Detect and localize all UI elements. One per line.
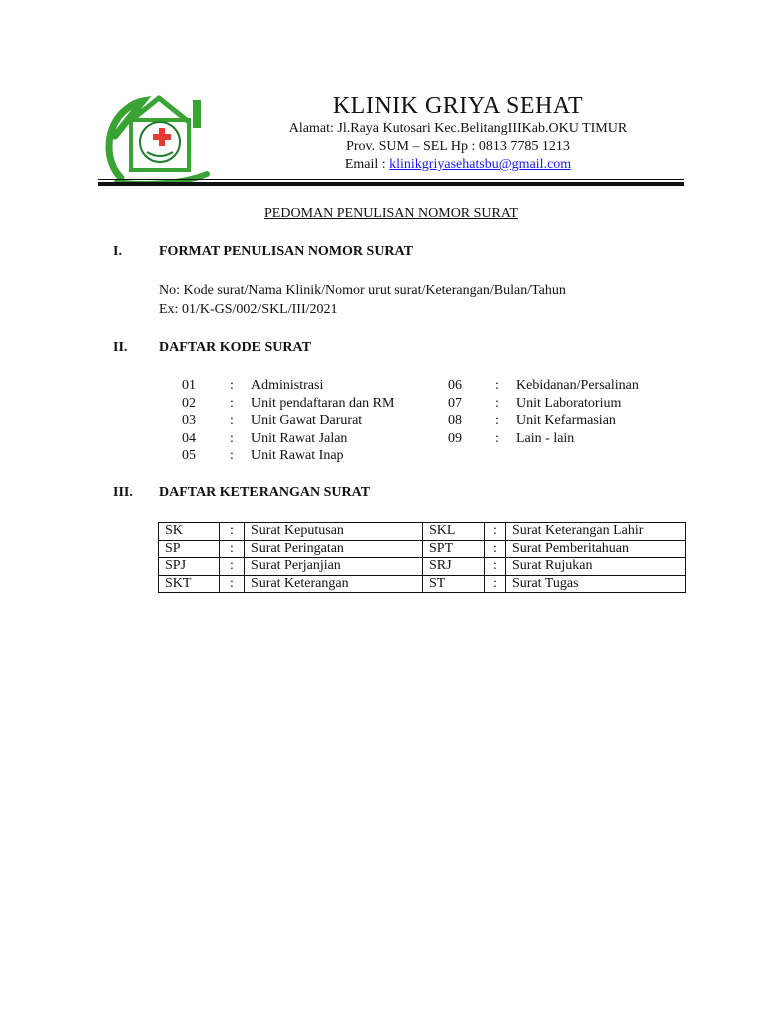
kode-code: 04: [182, 430, 196, 446]
section-3-title: DAFTAR KETERANGAN SURAT: [159, 485, 371, 500]
ket-separator: :: [485, 558, 506, 576]
ket-desc: Surat Keterangan Lahir: [506, 523, 686, 541]
format-example: Ex: 01/K-GS/002/SKL/III/2021: [159, 302, 338, 317]
section-1-number: I.: [113, 244, 122, 259]
section-2-number: II.: [113, 340, 128, 355]
ket-desc: Surat Pemberitahuan: [506, 540, 686, 558]
ket-separator: :: [485, 523, 506, 541]
table-row: [159, 523, 686, 541]
kode-name: Unit Gawat Darurat: [251, 413, 363, 428]
clinic-email-line: [258, 157, 658, 173]
kode-row: [182, 447, 422, 465]
ket-separator: :: [220, 523, 245, 541]
ket-code: ST: [423, 575, 485, 593]
ket-code: SPT: [423, 540, 485, 558]
kode-code: 01: [182, 378, 196, 393]
kode-name: Unit Laboratorium: [516, 395, 622, 411]
ket-desc: Surat Tugas: [506, 575, 686, 593]
kode-row: [182, 395, 422, 413]
ket-desc: Surat Rujukan: [506, 558, 686, 576]
kode-separator: :: [495, 413, 499, 428]
kode-separator: :: [230, 448, 234, 463]
kode-separator: :: [230, 430, 234, 446]
email-link[interactable]: klinikgriyasehatsbu@gmail.com: [389, 157, 572, 172]
table-row: [159, 575, 686, 593]
kode-name: Kebidanan/Persalinan: [516, 378, 639, 393]
ket-separator: :: [220, 558, 245, 576]
kode-name: Lain - lain: [516, 430, 575, 446]
ket-separator: :: [220, 540, 245, 558]
clinic-address: Alamat: Jl.Raya Kutosari Kec.BelitangIIIKab.OKU TIMUR: [288, 121, 628, 136]
kode-row: [448, 430, 688, 448]
ket-code: SPJ: [159, 558, 220, 576]
format-pattern: No: Kode surat/Nama Klinik/Nomor urut surat/Keterangan/Bulan/Tahun: [159, 283, 566, 298]
ket-desc: Surat Keputusan: [245, 523, 423, 541]
kode-surat-left-list: [182, 377, 422, 465]
kode-code: 06: [448, 378, 462, 393]
email-label: Email :: [344, 157, 390, 172]
ket-code: SK: [159, 523, 220, 541]
table-row: [159, 558, 686, 576]
kode-row: [448, 377, 688, 395]
kode-name: Unit Rawat Jalan: [251, 430, 348, 446]
section-2-title: DAFTAR KODE SURAT: [159, 340, 311, 355]
kode-row: [182, 377, 422, 395]
kode-code: 03: [182, 413, 196, 428]
kode-separator: :: [230, 395, 234, 411]
letterhead-divider-thick: [98, 182, 684, 186]
section-1-title: FORMAT PENULISAN NOMOR SURAT: [159, 244, 413, 259]
document-title: PEDOMAN PENULISAN NOMOR SURAT: [264, 206, 518, 221]
ket-separator: :: [485, 575, 506, 593]
clinic-province-phone: Prov. SUM – SEL Hp : 0813 7785 1213: [346, 139, 570, 154]
kode-separator: :: [495, 378, 499, 393]
ket-desc: Surat Keterangan: [245, 575, 423, 593]
kode-separator: :: [495, 395, 499, 411]
kode-row: [182, 412, 422, 430]
keterangan-table: [158, 522, 686, 593]
kode-code: 07: [448, 395, 462, 411]
ket-code: SKT: [159, 575, 220, 593]
ket-separator: :: [220, 575, 245, 593]
kode-separator: :: [230, 378, 234, 393]
kode-row: [448, 395, 688, 413]
kode-name: Unit Rawat Inap: [251, 448, 344, 463]
ket-code: SKL: [423, 523, 485, 541]
kode-surat-right-list: [448, 377, 688, 447]
kode-name: Unit pendaftaran dan RM: [251, 395, 395, 411]
kode-name: Administrasi: [251, 378, 324, 393]
ket-code: SP: [159, 540, 220, 558]
kode-separator: :: [495, 430, 499, 446]
ket-code: SRJ: [423, 558, 485, 576]
table-row: [159, 540, 686, 558]
kode-row: [182, 430, 422, 448]
kode-code: 02: [182, 395, 196, 411]
ket-desc: Surat Perjanjian: [245, 558, 423, 576]
kode-separator: :: [230, 413, 234, 428]
ket-separator: :: [485, 540, 506, 558]
ket-desc: Surat Peringatan: [245, 540, 423, 558]
kode-code: 08: [448, 413, 462, 428]
kode-code: 05: [182, 448, 196, 463]
letterhead-divider-thin: [98, 179, 684, 180]
kode-row: [448, 412, 688, 430]
kode-code: 09: [448, 430, 462, 446]
clinic-name: KLINIK GRIYA SEHAT: [332, 93, 584, 119]
clinic-logo: [103, 92, 215, 184]
kode-name: Unit Kefarmasian: [516, 413, 616, 428]
section-3-number: III.: [113, 485, 133, 500]
